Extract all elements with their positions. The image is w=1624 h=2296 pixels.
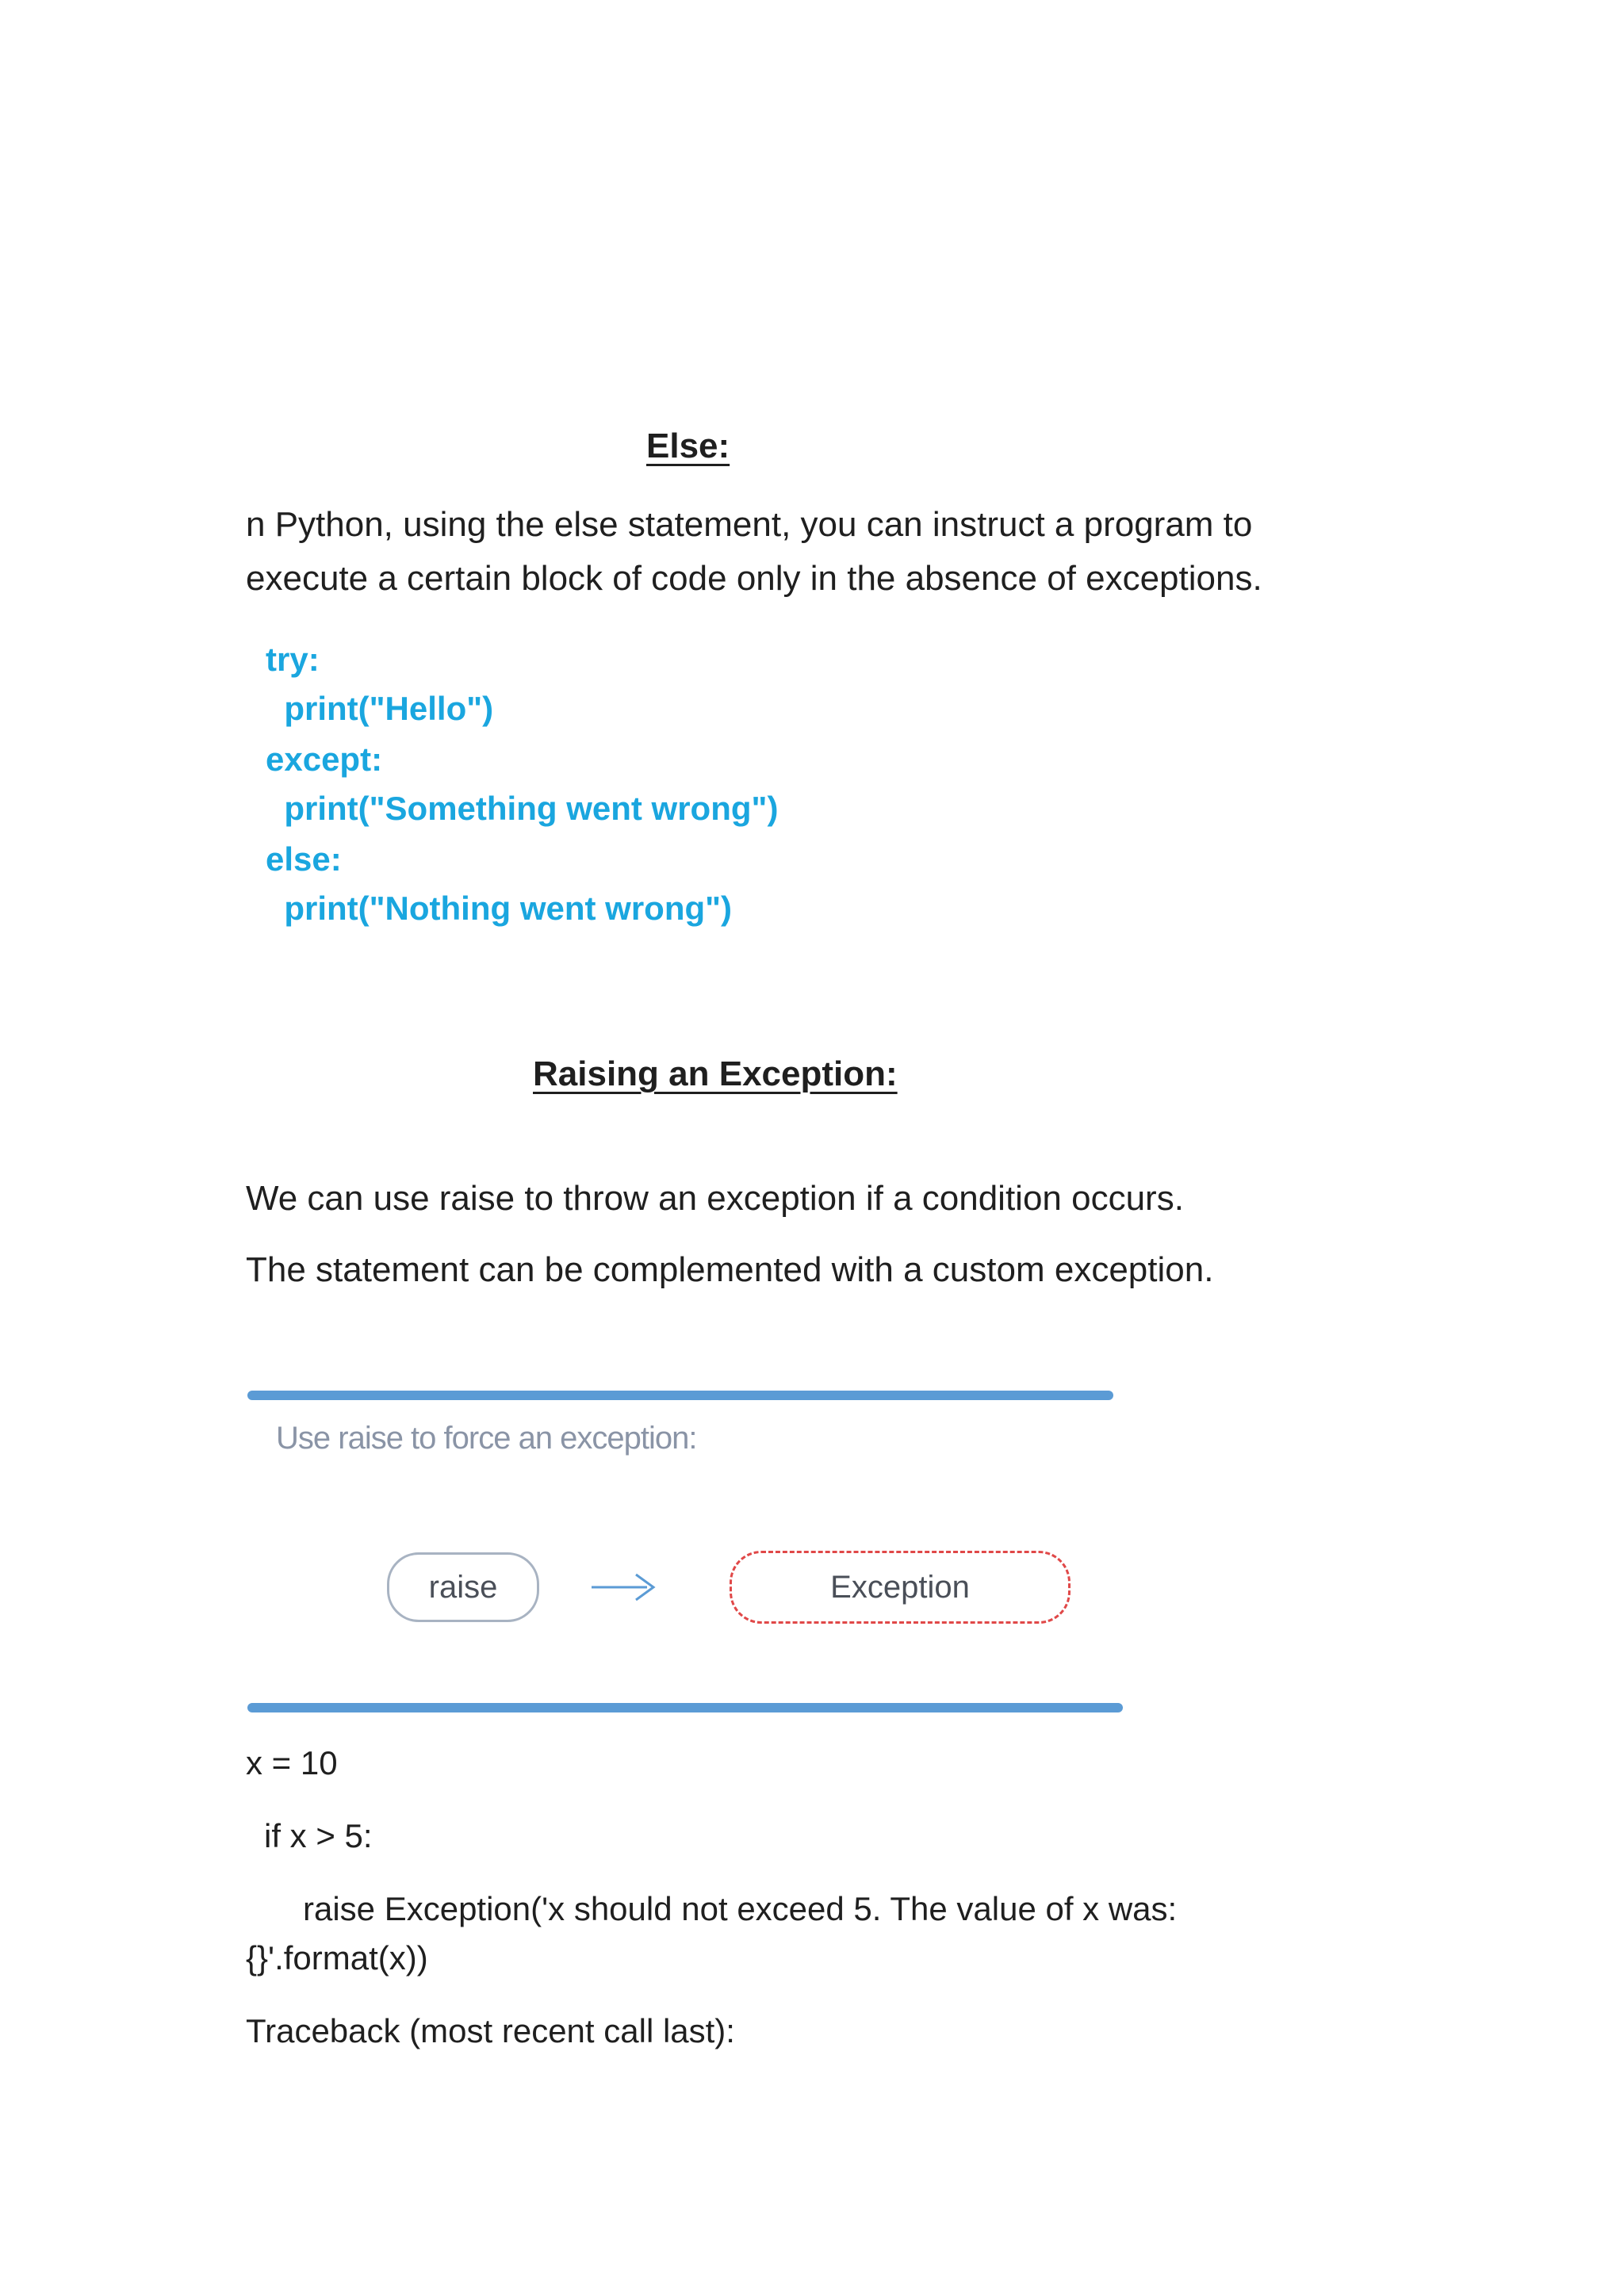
else-paragraph-line-1: n Python, using the else statement, you can instruct a program to — [246, 505, 1253, 544]
code-raise-statement: raise Exception('x should not exceed 5. The value of x was: — [303, 1890, 1178, 1927]
code-line-else: else: — [266, 840, 342, 878]
diagram-top-bar — [247, 1391, 1113, 1400]
else-heading: Else: — [646, 427, 730, 465]
code-x-assignment: x = 10 — [246, 1744, 338, 1781]
code-line-print-nothing: print("Nothing went wrong") — [266, 890, 733, 927]
raise-diagram — [246, 1380, 1126, 1720]
raise-description-line-2: The statement can be complemented with a custom exception. — [246, 1250, 1214, 1289]
raise-description-line-1: We can use raise to throw an exception if a condition occurs. — [246, 1179, 1184, 1218]
code-if-statement: if x > 5: — [264, 1817, 373, 1854]
arrow-right-icon — [588, 1570, 660, 1605]
diagram-bottom-bar — [247, 1703, 1123, 1712]
else-paragraph-line-2: execute a certain block of code only in the absence of exceptions. — [246, 559, 1262, 598]
traceback-line: Traceback (most recent call last): — [246, 2012, 735, 2049]
raise-node: raise — [387, 1552, 539, 1622]
code-line-try: try: — [266, 641, 320, 678]
diagram-caption: Use raise to force an exception: — [276, 1421, 697, 1456]
raise-heading: Raising an Exception: — [533, 1054, 898, 1093]
code-line-except: except: — [266, 740, 383, 778]
code-line-print-hello: print("Hello") — [266, 690, 494, 727]
code-line-print-something: print("Something went wrong") — [266, 790, 779, 827]
exception-node: Exception — [730, 1551, 1071, 1624]
code-raise-continuation: {}'.format(x)) — [246, 1939, 428, 1976]
